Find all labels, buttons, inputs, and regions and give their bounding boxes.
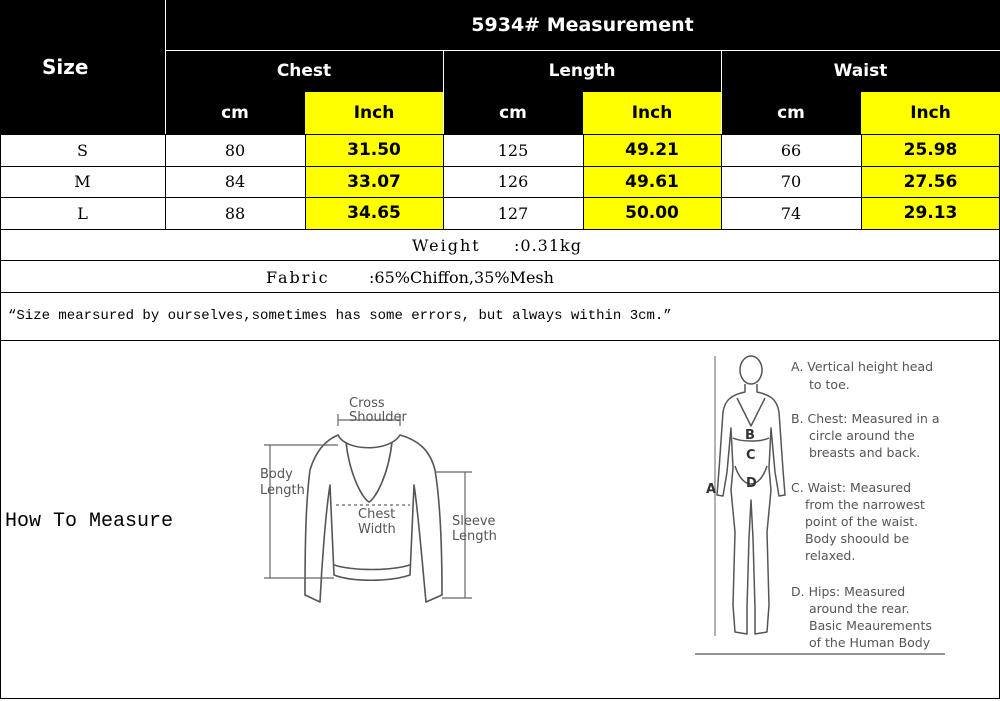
measurement-note: “Size mearsured by ourselves,sometimes has some errors, but always within 3cm.” — [8, 308, 672, 324]
value-cell: 70 — [780, 172, 802, 191]
svg-text:B. Chest: Measured in a: B. Chest: Measured in a — [791, 411, 940, 426]
value-cell: 74 — [780, 203, 802, 223]
size-header: Size — [0, 0, 165, 134]
fabric-value: :65%Chiffon,35%Mesh — [369, 268, 554, 287]
value-cell: 50.00 — [583, 197, 721, 229]
group-waist: Waist — [721, 50, 1000, 92]
svg-text:breasts and back.: breasts and back. — [809, 445, 921, 460]
svg-text:circle around the: circle around the — [809, 428, 915, 443]
svg-text:relaxed.: relaxed. — [805, 548, 856, 563]
value-cell: 25.98 — [861, 134, 1000, 166]
size-cell: L — [77, 203, 88, 223]
body-outline — [717, 384, 785, 634]
value-cell: 66 — [780, 140, 802, 160]
svg-text:to toe.: to toe. — [809, 377, 850, 392]
weight-label: Weight — [412, 236, 481, 255]
fabric-label: Fabric — [266, 268, 330, 287]
value-cell: 49.61 — [583, 166, 721, 197]
value-cell: 84 — [224, 172, 246, 191]
svg-text:Cross Shoulder Bod: Cross Shoulder Body Length Chest Width Sleeve Length — [260, 396, 497, 544]
unit-waist-inch: Inch — [861, 92, 1000, 134]
value-cell: 33.07 — [305, 166, 443, 197]
value-cell: 34.65 — [305, 197, 443, 229]
unit-length-cm: cm — [443, 92, 583, 134]
svg-text:point of the waist.: point of the waist. — [805, 514, 919, 529]
value-cell: 31.50 — [305, 134, 443, 166]
mark-d: D — [746, 476, 757, 491]
mark-c: C — [746, 448, 756, 463]
svg-text:around the rear.: around the rear. — [809, 601, 910, 616]
how-to-measure-label: How To Measure — [5, 510, 174, 533]
unit-chest-inch: Inch — [305, 92, 443, 134]
mark-a: A — [706, 482, 717, 497]
value-cell: 125 — [497, 140, 529, 160]
garment-diagram — [250, 390, 510, 615]
unit-chest-cm: cm — [165, 92, 305, 134]
weight-value: :0.31kg — [514, 236, 582, 255]
size-cell: M — [74, 172, 91, 191]
value-cell: 80 — [224, 140, 246, 160]
garment-neckline — [346, 442, 392, 502]
value-cell: 126 — [497, 172, 529, 191]
value-cell: 27.56 — [861, 166, 1000, 197]
svg-text:from the narrowest: from the narrowest — [805, 497, 925, 512]
svg-text:C. Waist: Measured: C. Waist: Measured — [791, 480, 912, 495]
value-cell: 49.21 — [583, 134, 721, 166]
svg-text:A. Vertical height head: A. Vertical height head — [791, 359, 934, 374]
chest-width-text: Chest — [358, 507, 396, 522]
group-chest: Chest — [165, 50, 443, 92]
svg-text:of the Human Body: of the Human Body — [809, 635, 931, 650]
body-length-text: Body — [260, 467, 293, 482]
svg-text:D. Hips: Measured: D. Hips: Measured — [791, 584, 906, 599]
svg-text:Basic Meaurements: Basic Meaurements — [809, 618, 932, 633]
sleeve-length-text: Sleeve — [452, 514, 496, 529]
unit-length-inch: Inch — [583, 92, 721, 134]
mark-b: B — [745, 428, 755, 443]
body-head — [740, 356, 762, 384]
cross-shoulder-text: Cross — [349, 396, 385, 411]
group-length: Length — [443, 50, 721, 92]
table-title: 5934# Measurement — [165, 0, 1000, 50]
unit-waist-cm: cm — [721, 92, 861, 134]
value-cell: 88 — [224, 203, 246, 223]
body-diagram — [695, 350, 955, 660]
svg-text:Body shoould be: Body shoould be — [805, 531, 910, 546]
value-cell: 29.13 — [861, 197, 1000, 229]
body-notes — [791, 359, 940, 650]
value-cell: 127 — [497, 203, 529, 223]
size-cell: S — [77, 140, 88, 160]
